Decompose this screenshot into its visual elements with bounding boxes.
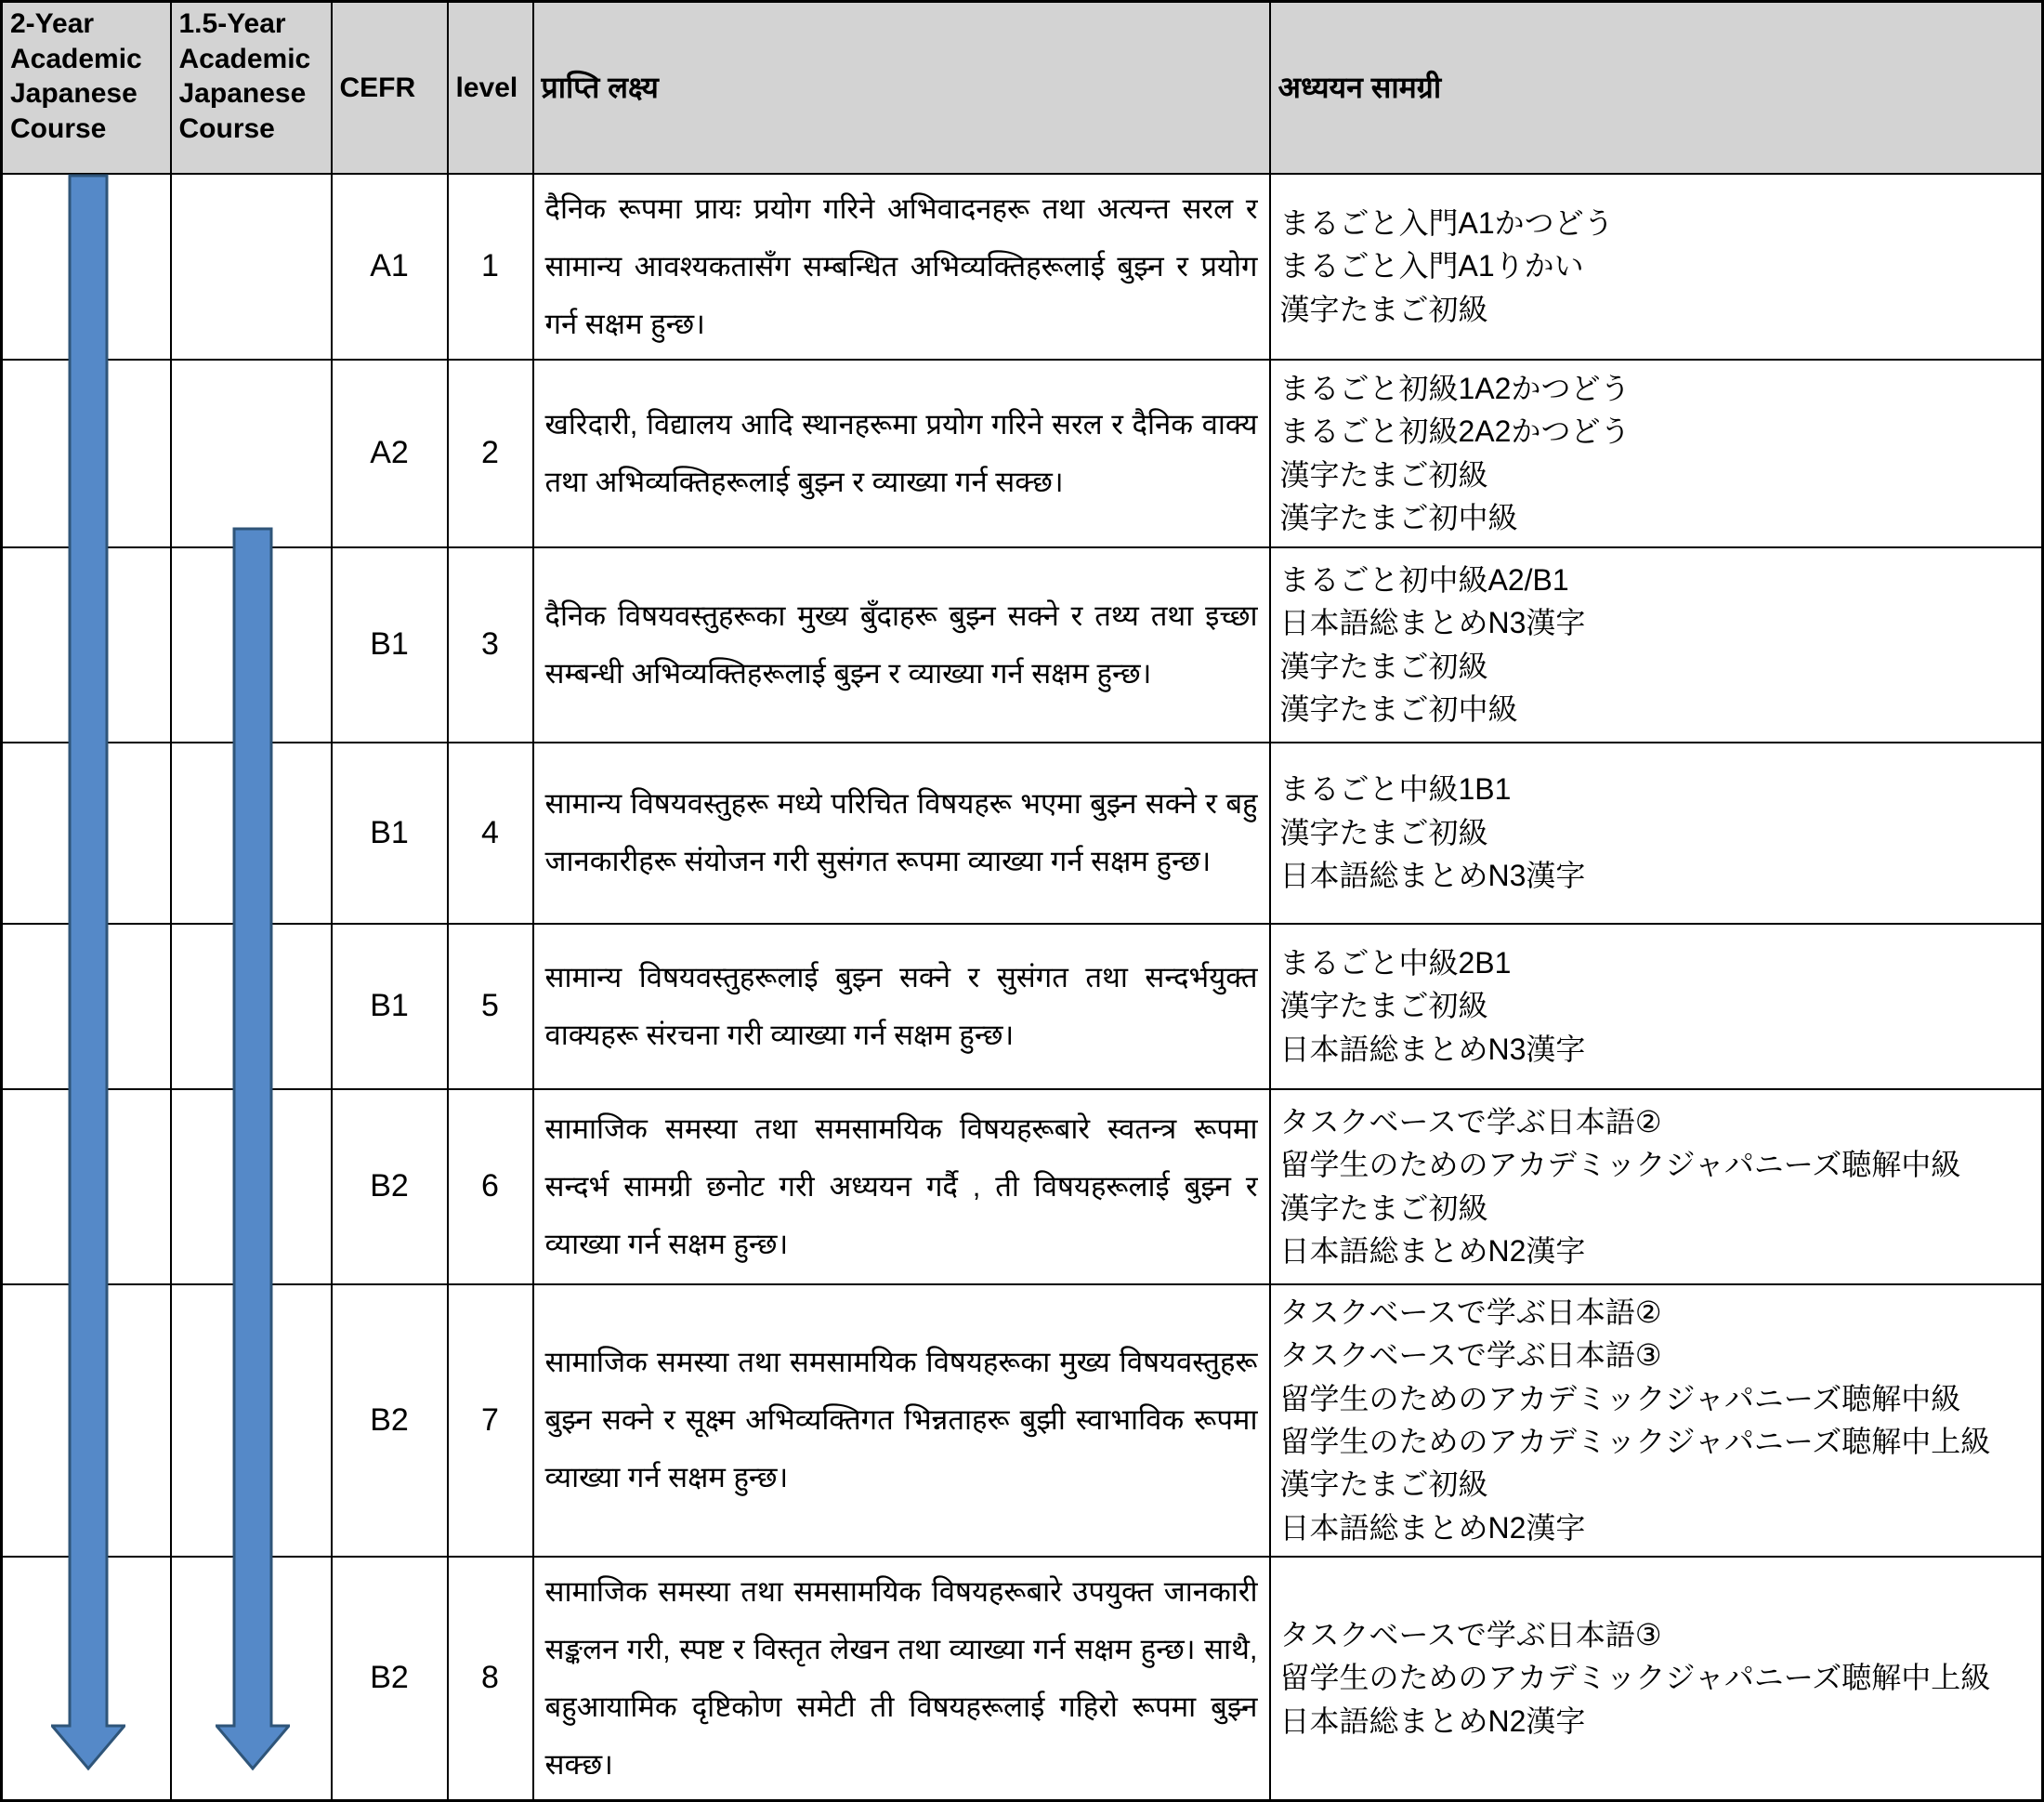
cefr-cell: A1 bbox=[332, 174, 448, 360]
material-item: 漢字たまご初級 bbox=[1279, 989, 1488, 1023]
cefr-cell: B1 bbox=[332, 743, 448, 924]
material-item: タスクベースで学ぶ日本語③ bbox=[1279, 1338, 1662, 1373]
goal-cell: सामाजिक समस्या तथा समसामयिक विषयहरूबारे उपयुक्त जानकारी सङ्कलन गरी, स्पष्ट र विस्तृत लेखन तथा व्याख्या गर्न सक्षम हुन्छ। साथै, बहुआयामिक दृष्टिकोण समेटी ती विषयहरूलाई गहिरो रूपमा बुझ्न सक्छ। bbox=[533, 1557, 1270, 1801]
material-item: 留学生のためのアカデミックジャパニーズ聴解中級 bbox=[1279, 1381, 1961, 1415]
cefr-cell: B2 bbox=[332, 1557, 448, 1801]
table-row bbox=[2, 924, 2043, 1089]
level-cell: 8 bbox=[448, 1557, 533, 1801]
materials-cell bbox=[1270, 360, 2043, 547]
material-item: 漢字たまご初中級 bbox=[1279, 691, 1518, 726]
materials-cell bbox=[1270, 924, 2043, 1089]
material-item: 留学生のためのアカデミックジャパニーズ聴解中上級 bbox=[1279, 1661, 1991, 1695]
header-cefr: CEFR bbox=[332, 2, 448, 174]
material-item: 日本語総まとめN2漢字 bbox=[1279, 1233, 1586, 1268]
goal-cell: सामान्य विषयवस्तुहरू मध्ये परिचित विषयहरू भएमा बुझ्न सक्ने र बहु जानकारीहरू संयोजन गरी सुसंगत रूपमा व्याख्या गर्न सक्षम हुन्छ। bbox=[533, 743, 1270, 924]
materials-cell bbox=[1270, 547, 2043, 743]
material-item: 留学生のためのアカデミックジャパニーズ聴解中級 bbox=[1279, 1148, 1961, 1182]
material-item: タスクベースで学ぶ日本語③ bbox=[1279, 1617, 1662, 1651]
cefr-cell: A2 bbox=[332, 360, 448, 547]
one-half-year-course-cell bbox=[171, 1089, 332, 1284]
material-item: タスクベースで学ぶ日本語② bbox=[1279, 1295, 1662, 1329]
cefr-cell: B2 bbox=[332, 1089, 448, 1284]
cefr-cell: B2 bbox=[332, 1284, 448, 1557]
material-item: 漢字たまご初級 bbox=[1279, 457, 1488, 492]
two-year-course-cell bbox=[2, 174, 171, 360]
cefr-cell: B1 bbox=[332, 924, 448, 1089]
materials-cell bbox=[1270, 174, 2043, 360]
goal-cell: सामाजिक समस्या तथा समसामयिक विषयहरूका मुख्य विषयवस्तुहरू बुझ्न सक्ने र सूक्ष्म अभिव्यक्तिगत भिन्नताहरू बुझी स्वाभाविक रूपमा व्याख्या गर्न सक्षम हुन्छ। bbox=[533, 1284, 1270, 1557]
table-row bbox=[2, 1284, 2043, 1557]
goal-cell: दैनिक विषयवस्तुहरूका मुख्य बुँदाहरू बुझ्न सक्ने र तथ्य तथा इच्छा सम्बन्धी अभिव्यक्तिहरूलाई बुझ्न र व्याख्या गर्न सक्षम हुन्छ। bbox=[533, 547, 1270, 743]
two-year-course-cell bbox=[2, 547, 171, 743]
material-item: 日本語総まとめN3漢字 bbox=[1279, 606, 1586, 640]
material-item: まるごと初級1A2かつどう bbox=[1279, 371, 1631, 405]
material-item: 漢字たまご初級 bbox=[1279, 815, 1488, 849]
table-row bbox=[2, 547, 2043, 743]
two-year-course-cell bbox=[2, 1557, 171, 1801]
material-item: まるごと中級1B1 bbox=[1279, 772, 1512, 807]
one-half-year-course-cell bbox=[171, 924, 332, 1089]
goal-cell: दैनिक रूपमा प्रायः प्रयोग गरिने अभिवादनहरू तथा अत्यन्त सरल र सामान्य आवश्यकतासँग सम्बन्धित अभिव्यक्तिहरूलाई बुझ्न र प्रयोग गर्न सक्षम हुन्छ। bbox=[533, 174, 1270, 360]
material-item: 日本語総まとめN3漢字 bbox=[1279, 1032, 1586, 1066]
header-goal: प्राप्ति लक्ष्य bbox=[533, 2, 1270, 174]
material-item: 日本語総まとめN2漢字 bbox=[1279, 1703, 1586, 1738]
materials-cell bbox=[1270, 1557, 2043, 1801]
material-item: 日本語総まとめN3漢字 bbox=[1279, 859, 1586, 893]
two-year-course-cell bbox=[2, 360, 171, 547]
material-item: まるごと初中級A2/B1 bbox=[1279, 562, 1569, 597]
level-cell: 5 bbox=[448, 924, 533, 1089]
material-item: まるごと入門A1かつどう bbox=[1279, 205, 1614, 240]
goal-cell: सामान्य विषयवस्तुहरूलाई बुझ्न सक्ने र सुसंगत तथा सन्दर्भयुक्त वाक्यहरू संरचना गरी व्याख्या गर्न सक्षम हुन्छ। bbox=[533, 924, 1270, 1089]
one-half-year-course-cell bbox=[171, 743, 332, 924]
material-item: 漢字たまご初中級 bbox=[1279, 500, 1518, 534]
two-year-course-cell bbox=[2, 924, 171, 1089]
one-half-year-course-cell bbox=[171, 1557, 332, 1801]
level-cell: 7 bbox=[448, 1284, 533, 1557]
cefr-cell: B1 bbox=[332, 547, 448, 743]
table-row bbox=[2, 1557, 2043, 1801]
two-year-course-cell bbox=[2, 1284, 171, 1557]
one-half-year-course-cell bbox=[171, 360, 332, 547]
goal-cell: खरिदारी, विद्यालय आदि स्थानहरूमा प्रयोग गरिने सरल र दैनिक वाक्य तथा अभिव्यक्तिहरूलाई बुझ्न र व्याख्या गर्न सक्छ। bbox=[533, 360, 1270, 547]
table-body bbox=[2, 174, 2043, 1801]
goal-cell: सामाजिक समस्या तथा समसामयिक विषयहरूबारे स्वतन्त्र रूपमा सन्दर्भ सामग्री छनोट गरी अध्ययन गर्दै , ती विषयहरूलाई बुझ्न र व्याख्या गर्न सक्षम हुन्छ। bbox=[533, 1089, 1270, 1284]
level-cell: 4 bbox=[448, 743, 533, 924]
material-item: 漢字たまご初級 bbox=[1279, 1467, 1488, 1502]
header-2year-course: 2-Year Academic Japanese Course bbox=[2, 2, 171, 174]
material-item: 漢字たまご初級 bbox=[1279, 649, 1488, 683]
two-year-course-cell bbox=[2, 743, 171, 924]
material-item: まるごと入門A1りかい bbox=[1279, 249, 1584, 283]
table-row bbox=[2, 1089, 2043, 1284]
material-item: 漢字たまご初級 bbox=[1279, 292, 1488, 326]
materials-cell bbox=[1270, 1284, 2043, 1557]
one-half-year-course-cell bbox=[171, 547, 332, 743]
material-item: タスクベースで学ぶ日本語② bbox=[1279, 1104, 1662, 1138]
table-row bbox=[2, 360, 2043, 547]
material-item: まるごと初級2A2かつどう bbox=[1279, 414, 1631, 449]
header-15year-course: 1.5-Year Academic Japanese Course bbox=[171, 2, 332, 174]
material-item: 留学生のためのアカデミックジャパニーズ聴解中上級 bbox=[1279, 1425, 1991, 1458]
level-cell: 2 bbox=[448, 360, 533, 547]
one-half-year-course-cell bbox=[171, 174, 332, 360]
materials-cell bbox=[1270, 1089, 2043, 1284]
two-year-course-cell bbox=[2, 1089, 171, 1284]
level-cell: 1 bbox=[448, 174, 533, 360]
header-level: level bbox=[448, 2, 533, 174]
material-item: 漢字たまご初級 bbox=[1279, 1190, 1488, 1225]
one-half-year-course-cell bbox=[171, 1284, 332, 1557]
table-row bbox=[2, 743, 2043, 924]
level-cell: 3 bbox=[448, 547, 533, 743]
table-row bbox=[2, 174, 2043, 360]
level-cell: 6 bbox=[448, 1089, 533, 1284]
material-item: 日本語総まとめN2漢字 bbox=[1279, 1510, 1586, 1545]
header-row bbox=[2, 2, 2043, 174]
materials-cell bbox=[1270, 743, 2043, 924]
material-item: まるごと中級2B1 bbox=[1279, 945, 1512, 980]
header-materials: अध्ययन सामग्री bbox=[1270, 2, 2043, 174]
